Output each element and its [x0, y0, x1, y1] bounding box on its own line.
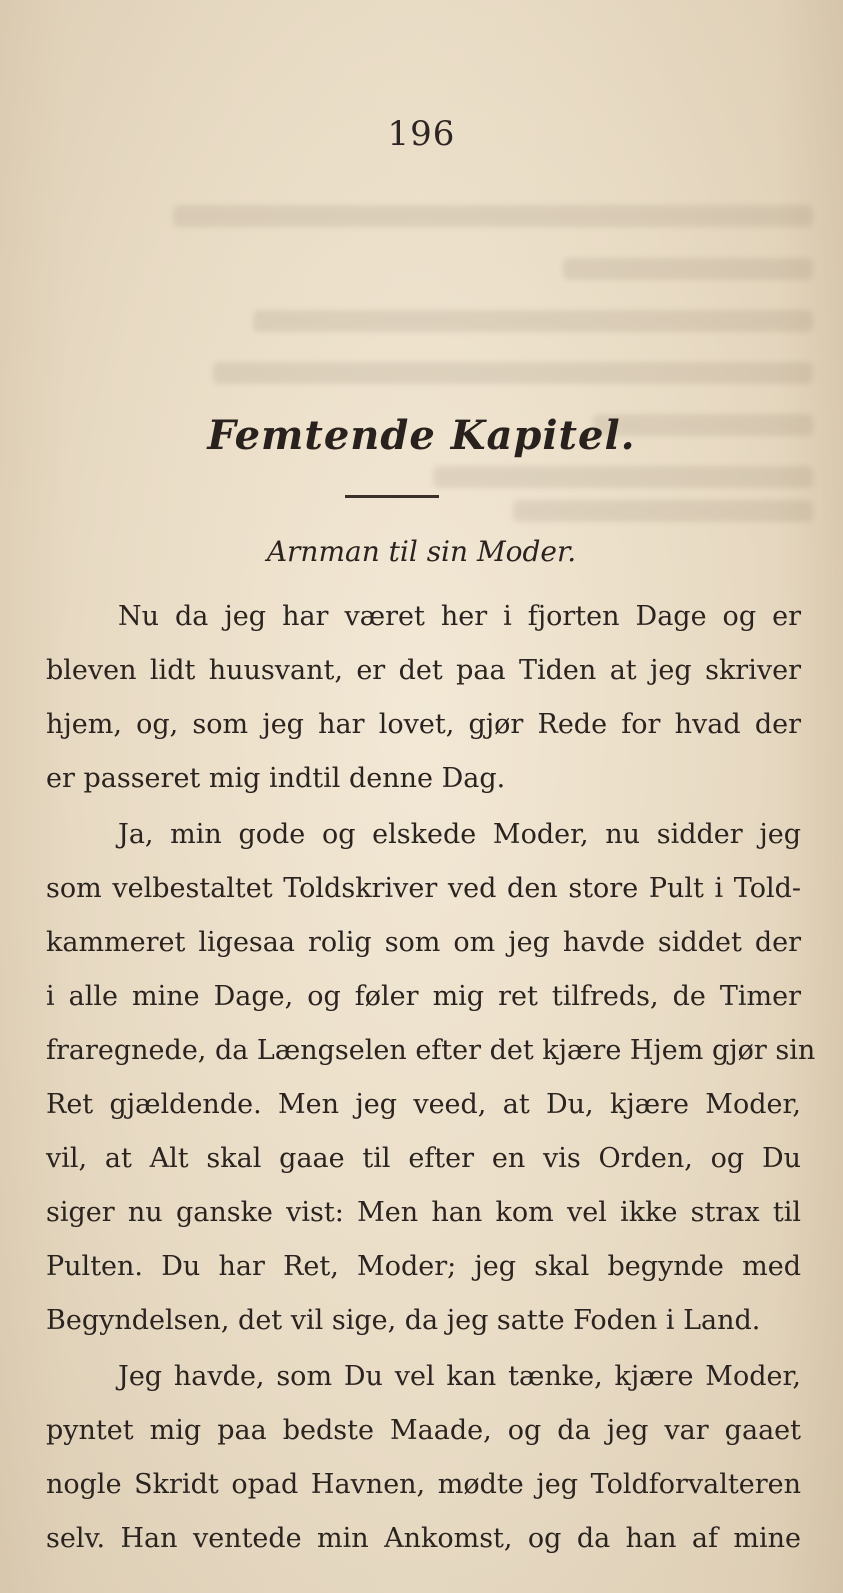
- text-line: i alle mine Dage, og føler mig ret tilfreds, de Timer: [46, 981, 801, 1012]
- section-title: Arnman til sin Moder.: [266, 535, 577, 568]
- text-line: kammeret ligesaa rolig som om jeg havde siddet der: [46, 927, 801, 958]
- text-line: Pulten. Du har Ret, Moder; jeg skal begynde med: [46, 1251, 801, 1282]
- text-line: Nu da jeg har været her i fjorten Dage og er: [118, 601, 801, 632]
- text-line: som velbestaltet Toldskriver ved den store Pult i Told-: [46, 873, 801, 904]
- text-line: Ja, min gode og elskede Moder, nu sidder jeg: [118, 819, 801, 850]
- text-line: vil, at Alt skal gaae til efter en vis Orden, og Du: [46, 1143, 801, 1174]
- text-line: hjem, og, som jeg har lovet, gjør Rede for hvad der: [46, 709, 801, 740]
- text-line: nogle Skridt opad Havnen, mødte jeg Toldforvalteren: [46, 1469, 801, 1500]
- text-line: Jeg havde, som Du vel kan tænke, kjære Moder,: [118, 1361, 801, 1392]
- text-line: fraregnede, da Længselen efter det kjære Hjem gjør sin: [46, 1035, 816, 1066]
- text-line: selv. Han ventede min Ankomst, og da han af mine: [46, 1523, 801, 1554]
- body-text: [46, 590, 816, 1566]
- chapter-title: Femtende Kapitel.: [207, 412, 636, 459]
- text-line: er passeret mig indtil denne Dag.: [46, 763, 506, 794]
- page-number: 196: [387, 114, 456, 154]
- text-line: Begyndelsen, det vil sige, da jeg satte Foden i Land.: [46, 1305, 761, 1336]
- text-line: pyntet mig paa bedste Maade, og da jeg var gaaet: [46, 1415, 801, 1446]
- text-line: Ret gjældende. Men jeg veed, at Du, kjære Moder,: [46, 1089, 801, 1120]
- text-line: siger nu ganske vist: Men han kom vel ikke strax til: [46, 1197, 801, 1228]
- title-rule: [345, 495, 439, 498]
- text-line: bleven lidt huusvant, er det paa Tiden at jeg skriver: [46, 655, 801, 686]
